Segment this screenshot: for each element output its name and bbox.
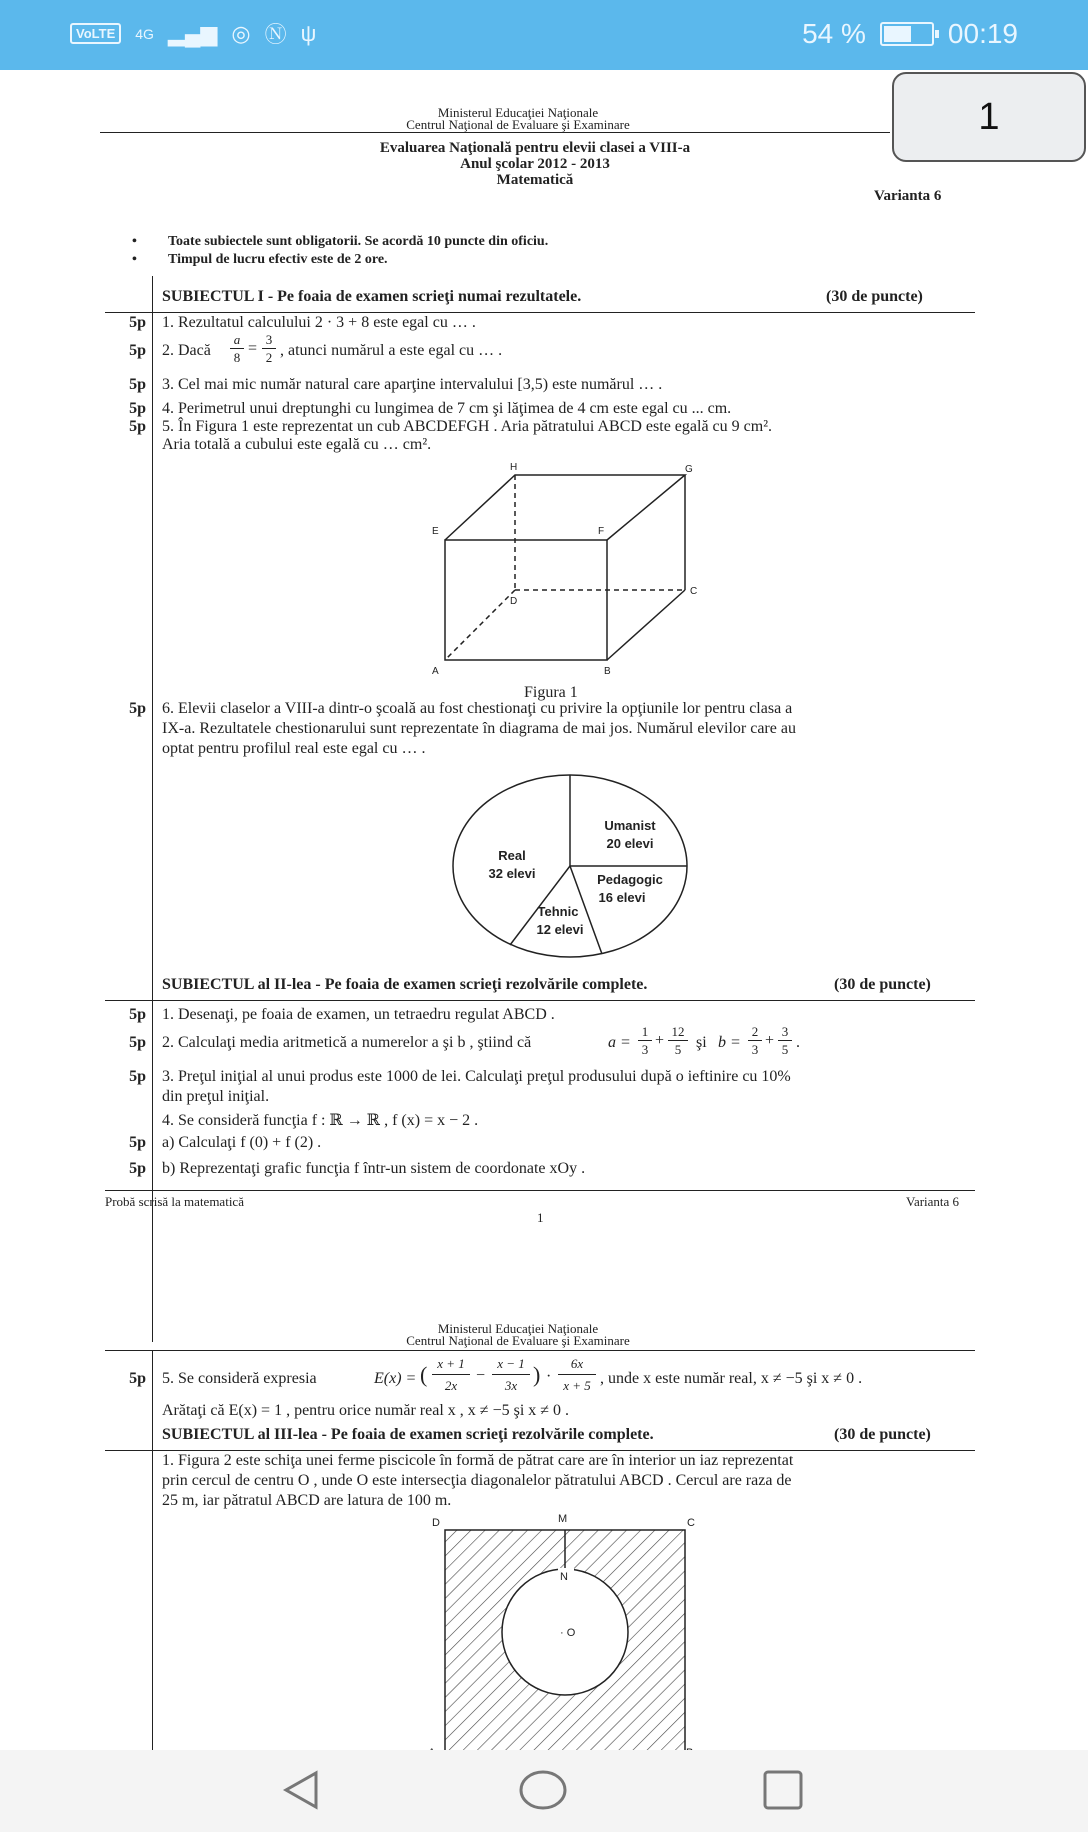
s3-rule [105,1450,975,1451]
s2-q4: 4. Se consideră funcţia f : ℝ → ℝ , f (x) = x − 2 . [162,1112,479,1129]
status-right [802,18,1018,50]
q5-E: E(x) = [374,1370,417,1387]
q5-f2-den: 3x [504,1378,518,1393]
rule-2: Timpul de lucru efectiv este de 2 ore. [168,252,388,267]
s2-q2-f2-bar [668,1040,688,1041]
s2-q5-start: 5. Se consideră expresia [162,1370,317,1387]
pie-value-umanist: 20 elevi [606,836,654,851]
s1-q6-line2: IX-a. Rezultatele chestionarului sunt reprezentate în diagrama de mai jos. Numărul elevilor care au [162,720,796,737]
document-view[interactable] [0,70,1088,1750]
s1-q6-line1: 6. Elevii claselor a VIII-a dintr-o şcoală au fost chestionaţi cu privire la opţiunile lor pentru clasa a [162,700,793,717]
cube-label-c: C [690,586,698,597]
subject-title: Matematică [496,172,574,188]
home-button[interactable] [518,1767,568,1813]
s2-q2-start: 2. Calculaţi media aritmetică a numerelor a şi b , ştiind că [162,1034,532,1051]
s1-q1: 1. Rezultatul calculului 2 · 3 + 8 este egal cu … . [162,314,476,331]
s2-q2-f2-den: 5 [674,1042,682,1057]
fig2-label-d: D [432,1517,440,1529]
pts-q4: 5p [129,400,146,417]
s1-q5-line1: 5. În Figura 1 este reprezentat un cub ABCDEFGH . Aria pătratului ABCD este egală cu 9 cm². [162,418,772,435]
back-button[interactable] [278,1767,324,1813]
battery-icon [880,22,934,46]
q5-f1-den: 2x [444,1378,458,1393]
s3-title: SUBIECTUL al III-lea - Pe foaia de examen scrieţi rezolvările complete. [162,1426,654,1443]
s2-rule [105,1000,975,1001]
s2-q2-f4-den: 5 [781,1042,789,1057]
q5-f3-den: x + 5 [563,1378,591,1393]
fig2-label-m: M [558,1513,568,1525]
q2-frac2-num: 3 [265,332,273,347]
s2-q3-line1: 3. Preţul iniţial al unui produs este 1000 de lei. Calculaţi preţul produsului după o ieftinire cu 10% [162,1068,791,1085]
s1-q2-start: 2. Dacă [162,342,211,359]
s2-q2-f4-num: 3 [781,1024,789,1039]
p2-points-column-rule [152,1350,153,1750]
q5-f3-bar [558,1374,596,1375]
s1-rule [105,312,975,313]
s2-q4a: a) Calculaţi f (0) + f (2) . [162,1134,322,1151]
q5-f3-num: 6x [570,1356,584,1371]
p2-center-header: Centrul Naţional de Evaluare şi Examinare [406,1333,630,1348]
q2-frac2-den: 2 [265,350,273,365]
q5-mul: · [546,1368,552,1385]
clock: 00:19 [947,18,1018,49]
page-indicator: 1 [892,72,1086,162]
s1-q5-line2: Aria totală a cubului este egală cu … cm². [162,436,432,453]
s2-title: SUBIECTUL al II-lea - Pe foaia de examen scrieţi rezolvările complete. [162,976,648,993]
ministry-header: Ministerul Educaţiei Naţionale [437,105,599,120]
exam-title: Evaluarea Naţională pentru elevii clasei a VIII-a [379,140,691,156]
pts-s2-q5: 5p [129,1370,146,1387]
pts-s2-q1: 5p [129,1006,146,1023]
s1-q3: 3. Cel mai mic număr natural care aparţine intervalului [3,5) este numărul … . [162,376,663,393]
header-rule [100,132,890,133]
cube-top-edges [445,475,685,540]
q5-paren-close: ) [533,1362,541,1387]
cube-edge-cb [607,590,685,660]
s1-title: SUBIECTUL I - Pe foaia de examen scrieţi numai rezultatele. [162,288,582,305]
figure1-caption: Figura 1 [524,684,578,701]
footer-left: Probă scrisă la matematică [105,1194,244,1209]
s2-q3-line2: din preţul iniţial. [162,1088,270,1105]
s2-q2-f1-den: 3 [641,1042,649,1057]
points-column-rule [152,276,153,1342]
pts-q5: 5p [129,418,146,435]
s2-q2-a-eq: a = [608,1034,631,1051]
network-label: 4G [135,25,154,42]
s2-points: (30 de puncte) [834,976,931,993]
cube-label-h: H [510,462,518,473]
q5-minus: − [476,1367,486,1384]
q2-frac1-bar [230,348,244,349]
pts-q6: 5p [129,700,146,717]
school-year: Anul şcolar 2012 - 2013 [460,156,610,172]
signal-icon: ▂▄▆ [167,20,218,46]
status-left [70,18,316,49]
variant-label: Varianta 6 [874,188,942,204]
s3-q1-line1: 1. Figura 2 este schiţa unei ferme piscicole în formă de pătrat care are în interior un iaz reprezentat [162,1452,794,1469]
s2-q2-f2-num: 12 [671,1024,685,1039]
pie-label-pedagogic: Pedagogic [597,872,663,887]
s2-q2-dot: . [796,1034,800,1051]
eye-icon: ◎ [231,20,251,46]
s2-q2-plus1: + [655,1032,665,1049]
s3-q1-line2: prin cercul de centru O , unde O este intersecţia diagonalelor pătratului ABCD . Cercul are raza de [162,1472,792,1489]
rule-1: Toate subiectele sunt obligatorii. Se acordă 10 puncte din oficiu. [168,234,549,249]
pie-label-real: Real [498,848,526,863]
cube-label-e: E [432,526,439,537]
cube-hidden-da [445,590,518,660]
q5-f1-bar [432,1374,470,1375]
navigation-bar [0,1750,1088,1832]
s1-q2-end: , atunci numărul a este egal cu … . [280,342,503,359]
rules-bullet-2: • [132,252,137,267]
pts-q1: 5p [129,314,146,331]
s3-points: (30 de puncte) [834,1426,931,1443]
q2-frac2-bar [262,348,276,349]
s2-q2-f3-bar [748,1040,762,1041]
s3-q1-line3: 25 m, iar pătratul ABCD are latura de 100 m. [162,1492,452,1509]
s2-q5-end: , unde x este număr real, x ≠ −5 şi x ≠ 0 . [600,1370,863,1387]
cube-label-g: G [685,464,693,475]
fig2-label-o: · O [560,1627,576,1639]
cube-front-face [445,540,607,660]
figure-pie-chart [450,770,690,970]
rules-bullet-1: • [132,234,137,249]
s2-q2-si: şi [696,1034,707,1051]
s2-q1: 1. Desenaţi, pe foaia de examen, un tetraedru regulat ABCD . [162,1006,555,1023]
pts-s2-q4a: 5p [129,1134,146,1151]
s2-q2-f3-num: 2 [751,1024,759,1039]
q2-eq: = [248,340,258,357]
s2-q2-f1-bar [638,1040,652,1041]
figure1-cube [420,460,710,680]
s1-q6-line3: optat pentru profilul real este egal cu … . [162,740,426,757]
pts-s2-q3: 5p [129,1068,146,1085]
pie-label-umanist: Umanist [604,818,656,833]
q5-f2-num: x − 1 [497,1356,525,1371]
s2-q2-f3-den: 3 [751,1042,759,1057]
s2-q2-f1-num: 1 [641,1024,649,1039]
page-number: 1 [537,1210,544,1225]
pts-s2-q4b: 5p [129,1160,146,1177]
center-header: Centrul Naţional de Evaluare şi Examinare [406,117,630,132]
pts-q2: 5p [129,342,146,359]
recent-apps-button[interactable] [760,1767,806,1813]
s2-q4b: b) Reprezentaţi grafic funcţia f într-un sistem de coordonate xOy . [162,1160,586,1177]
status-bar [0,0,1088,70]
pts-s2-q2: 5p [129,1034,146,1051]
q5-paren-open: ( [420,1362,428,1387]
cube-label-f: F [598,526,605,537]
pts-q3: 5p [129,376,146,393]
cube-label-b: B [604,666,611,677]
pie-value-real: 32 elevi [488,866,536,881]
footer-right: Varianta 6 [906,1194,960,1209]
cube-label-a: A [432,666,439,677]
volte-badge: VoLTE [70,23,121,44]
usb-icon: ψ [300,20,317,46]
battery-percent: 54 % [802,18,866,49]
p2-header-rule [105,1350,975,1351]
s2-q5-line2: Arătaţi că E(x) = 1 , pentru orice număr real x , x ≠ −5 şi x ≠ 0 . [162,1402,570,1419]
nfc-icon: Ⓝ [264,22,287,47]
pie-value-pedagogic: 16 elevi [598,890,646,905]
page1-footer-rule [105,1190,975,1191]
home-icon [521,1772,565,1808]
pie-label-tehnic: Tehnic [537,904,579,919]
cube-label-d: D [510,596,518,607]
fig2-label-c: C [687,1517,695,1529]
pie-value-tehnic: 12 elevi [536,922,584,937]
q2-frac1-num: a [233,332,241,347]
q5-f1-num: x + 1 [437,1356,465,1371]
q2-frac1-den: 8 [233,350,241,365]
s2-q2-b-eq: b = [718,1034,741,1051]
q5-f2-bar [492,1374,530,1375]
back-icon [286,1773,316,1807]
figure2-fish-farm [420,1510,710,1760]
s1-points: (30 de puncte) [826,288,923,305]
p2-ministry-header: Ministerul Educaţiei Naţionale [437,1321,599,1336]
recent-apps-icon [765,1772,801,1808]
s1-q4: 4. Perimetrul unui dreptunghi cu lungimea de 7 cm şi lăţimea de 4 cm este egal cu ... cm. [162,400,732,417]
s2-q2-f4-bar [778,1040,792,1041]
fig2-label-n: N [560,1571,568,1583]
s2-q2-plus2: + [765,1032,775,1049]
